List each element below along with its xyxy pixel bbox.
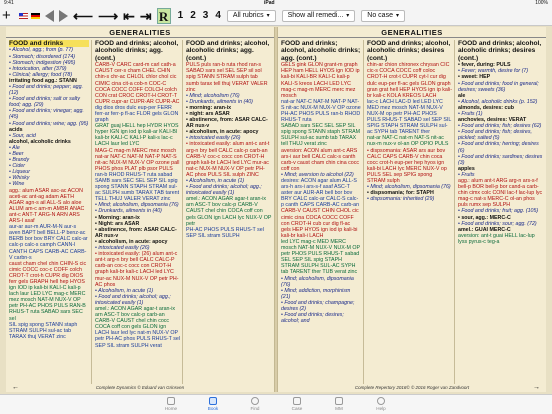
rubric-entry[interactable]: • Food and drinks; fish; desires (62) <box>458 123 542 130</box>
rubric-entry[interactable]: • Drunkards, ailments in (40) <box>186 98 253 105</box>
tab-mm[interactable] <box>318 395 360 414</box>
rubric-entry[interactable]: anchovies, desires: VERAT <box>458 117 527 124</box>
rubric-entry[interactable]: irritating food agg.: STANN <box>9 77 77 84</box>
rubric-filter-label: All rubrics <box>232 11 264 19</box>
rubric-entry[interactable]: • Intoxication, after (379) <box>9 65 67 72</box>
rubric-entry[interactable]: • Food and drinks; herring; desires (6) <box>458 141 539 154</box>
rubric-entry[interactable]: • Mind; alcoholism (76) <box>186 92 240 99</box>
rubric-entry[interactable]: • dispsomania: inherited (29) <box>367 196 435 203</box>
rubric-entry[interactable]: amel.: ACON AGAR agar-t aran-ix arn ASC-T bov calc-p carb-an CARB-V CAUST chel chin cocc COCA coff con gels GLON ign <box>95 305 176 331</box>
rubric-entry[interactable]: • Night: ars ASAR <box>95 220 140 227</box>
rubric-entry[interactable]: • Food and drinks; desires; alcohol; and <box>281 312 344 325</box>
rubric-entry[interactable]: FOOD and drinks <box>9 40 89 47</box>
previous-page-icon[interactable] <box>45 10 54 22</box>
rubric-entry[interactable]: • intoxicated easily: (26) alum ant-c ant-t arg-n bry bell CALC CALC-P carb-an coc-c cocc con CROT-H graph kali-br kali-c LACH led LYC mur-ac NUX-M NUX-V OP petr PH-AC phos <box>95 251 179 288</box>
rubric-entry[interactable]: • Fruits (1) <box>458 110 483 117</box>
first-chapter-icon[interactable]: ⇤ <box>123 7 135 24</box>
rubric-entry[interactable]: nat-ar NAT-C NAT-M NAT-P NAT-S nit-ac NUX-M NUX-V OP ozone PH-AC PHOS PULS ran-b RHOD RHUS-T ruta <box>281 98 361 124</box>
status-device: iPad <box>264 0 275 6</box>
rubric-entry[interactable]: amel.: GUAI MERC-C <box>458 226 511 233</box>
rubric-entry[interactable]: • Mind; alcoholism, dipsomania (76) <box>367 184 451 191</box>
rubric-entry[interactable]: • Liqueur <box>9 169 30 176</box>
repertory-book <box>6 27 546 392</box>
chevron-down-icon: ▾ <box>266 12 270 19</box>
tab-bar <box>0 394 552 414</box>
rubric-entry[interactable]: alcohol, alcoholic drinks <box>9 138 71 145</box>
rubric-entry[interactable]: • Food and drinks; vinegar; agg. (45) <box>9 108 84 121</box>
rubric-entry[interactable]: • alcoholism, in acute: apocy <box>95 238 168 245</box>
rubric-entry[interactable]: • Mind; aversion to alcohol (22) <box>281 171 354 178</box>
tab-help[interactable] <box>360 395 402 414</box>
last-chapter-icon[interactable]: ⇥ <box>139 7 152 24</box>
left-page[interactable] <box>6 27 274 392</box>
rubric-entry[interactable]: CARB-V CAUST CHIN CHOL cic cimic cina COCA COCC COFF con CROT-H cub cur dig fl-ac gels HEP HYOS ign iod ip kali-bi kali-br kali-i LACH <box>281 208 359 239</box>
status-time: 9:41 <box>4 0 14 6</box>
materia-medica-icon <box>335 397 343 405</box>
rubric-entry[interactable]: • intoxicated easily (26) <box>95 245 150 252</box>
remedy-filter-dropdown[interactable] <box>282 10 356 22</box>
rubric-entry[interactable]: FOOD and drinks; alcohol, alcoholic drinks; agg. (cont.) <box>95 40 179 62</box>
rubric-entry[interactable]: • morning: aran-ix <box>186 104 232 111</box>
tab-book[interactable] <box>192 395 234 414</box>
rubric-entry[interactable]: • Food and drinks; champagne; desires (2) <box>281 299 355 312</box>
rubric-entry[interactable]: CARB-V CARC card-m carl cath-a CAUST cer-s cham CHEL CHIN chin-s chr-ac CHLOL chlor chol cic CIMIC cina cit-a cob-n COC-C COCA COCC COFF COLCH colch CON crat CROC CROT-H CROT-T CUPR cupr-ar CUPR-AR CUPR-AC <box>95 62 180 105</box>
case-selector[interactable] <box>361 10 405 22</box>
rubric-entry[interactable]: • alcoholism, in acute: apocy <box>186 129 259 136</box>
page-footer: Complete Repertory 2016© © 2016 Roger van Zandvoort <box>354 385 470 390</box>
rubric-entry[interactable]: • night: ars ASAR <box>186 110 230 117</box>
rubric-entry[interactable]: • Food and drinks; sardines; desires (3) <box>458 153 543 166</box>
add-button[interactable]: + <box>2 7 11 24</box>
rubric-entry[interactable]: • Food and drinks; fruit; agg. (105) <box>458 208 539 215</box>
tab-label: Find <box>250 406 260 411</box>
tab-label: MM <box>335 406 343 411</box>
page-2-button[interactable]: 2 <box>190 10 196 21</box>
rubric-entry[interactable]: • Stomach; disordered (174) <box>9 53 76 60</box>
right-column-1[interactable] <box>281 40 364 384</box>
next-page-arrow-icon[interactable]: → <box>533 384 540 391</box>
rubric-entry[interactable]: • Clinical; allergy; food (78) <box>9 71 73 78</box>
status-battery: 100% <box>535 0 548 6</box>
rubric-entry[interactable]: SABAD sars SEC SEL SEP SIL spig spong STANN staph STRAM SULPH sul-ac sumb tab TARAX tell THUJ verat zinc <box>281 123 361 148</box>
history-forward-icon[interactable]: ⟶ <box>98 7 119 24</box>
left-column-1[interactable] <box>9 40 92 384</box>
rubric-entry[interactable]: • Wine <box>9 181 25 188</box>
rubric-entry[interactable]: • Cider <box>9 163 25 170</box>
rubric-entry[interactable]: • dispsomania: ASAR ars aur bov CALC CAPS CARB-V chin coca cocc crot-h eup-per hep hyos ign kali-bi LACH lyc MERC NUX-V op PULS SEL sep SPIG spong STRAM sulph <box>367 147 447 184</box>
rubric-entry[interactable]: almonds, desires: cub <box>458 104 514 111</box>
rubric-entry[interactable]: ran-b RHOD RHUS-T ruta sabad SAMB sars SEC SEL SEP SIL spig spong STANN STAPH STRAM sul-ac SULPH sumb TARAX TAB tarent TELL THUJ VALER VERAT zinc <box>95 171 180 203</box>
rubric-entry[interactable]: • Drunkards, ailments in (40) <box>95 208 162 215</box>
rubric-entry[interactable]: chin-ar chion chironex chrysan CIC cic-s COCA COCC coff coloc CROT-H crot-t CUPR cyt-l cur dig dulc eup-per fl-ac gels GLON graph gran grat hell HEP HYOS ign ip kali-br kali-c KOLA KREOS LACH <box>367 62 452 99</box>
rubric-entry[interactable]: SIL spig spong STANN staph STRAM SULPH sul-ac tab TARAX thuj VERAT zinc <box>9 321 78 340</box>
rubric-entry[interactable]: PH-AC PHOS PULS RHUS-T sel SEP SIL stram SULPH <box>186 226 264 239</box>
rubric-entry[interactable]: • Morning: aran-ix <box>95 214 140 221</box>
next-page-icon[interactable] <box>59 10 68 22</box>
rubric-entry[interactable]: apples <box>458 165 475 172</box>
rubric-entry[interactable]: MAG-C mag-m MERC mez mosch nat-ar NAT-C NAT-M NAT-P NAT-S nit-ac NUX-M NUX-V OP ozone pall PHOS phos PLAT plb psor PULS <box>95 147 180 172</box>
right-column-3[interactable] <box>458 40 544 384</box>
rubric-entry[interactable]: lac-c LACH LAC-D led LED LYC MED mez mosch NAT-M NUX-V NUX-M op petr PH-AC PHOS PULS RHUS-T SABAD sel SEP SIL SPIG STAPH STRAM SULPH sul-ac SYPH tab TARENT ther <box>367 98 452 136</box>
rubric-entry[interactable]: • abstinence, from: ASAR CALC-AR nux-v <box>186 117 268 130</box>
rubric-entry[interactable]: FOOD and drinks; alcohol, alcoholic drinks; desires (cont.) <box>458 40 542 62</box>
history-back-icon[interactable]: ⟵ <box>73 7 94 24</box>
rubric-entry[interactable]: • Alcohol, alcoholic drinks (p. 152) <box>458 98 538 105</box>
rubric-entry[interactable]: • Food and drinks; pepper; agg. (12) <box>9 83 83 97</box>
tab-label: Book <box>207 406 219 411</box>
rubric-entry[interactable]: • Fever; warmth, desire for (7) <box>458 68 529 75</box>
rubric-entry[interactable]: • Mind; alcoholism, dipsomania (76) <box>281 275 354 288</box>
rubric-entry[interactable]: FOOD and drinks; alcohol, alcoholic drinks; desires (cont.) <box>367 40 451 62</box>
book-icon <box>209 397 217 405</box>
rubric-entry[interactable]: • Beer <box>9 151 24 157</box>
right-page[interactable] <box>278 27 546 392</box>
tab-label: Home <box>164 406 178 411</box>
rubric-filter-dropdown[interactable] <box>227 10 276 22</box>
rubric-entry[interactable]: • Brandy <box>9 157 30 164</box>
rubric-entry[interactable]: dig dios dros dulc eup-per FERR ferr-ar ferr-p fl-ac FLOR gels GLON graph <box>95 104 179 124</box>
tab-case[interactable] <box>276 395 318 414</box>
rubric-entry[interactable]: • Food and drinks; alcohol; agg.; intoxicated easily (1) <box>186 184 262 197</box>
chevron-down-icon: ▾ <box>395 12 399 19</box>
rubric-entry[interactable]: FOOD and drinks; alcohol, alcoholic drinks; agg. (cont.) <box>186 40 270 62</box>
rubric-entry[interactable]: • Food and drinks; alcohol; agg.; intoxicated easily (1) <box>95 293 171 306</box>
left-column-2[interactable] <box>95 40 183 384</box>
german-flag-icon[interactable] <box>31 13 40 19</box>
rubric-entry[interactable]: agg.: alum ant-t ARG arg-n ars-s-f bell-p BOR bell-p bor cand-a carb-chin cimx colc CONI lac-f lac-lup lyc mag-c nat-s MERC-C ol-an phos puls rumx sep SULPH <box>458 178 543 209</box>
page-1-button[interactable]: 1 <box>177 10 184 21</box>
rubric-entry[interactable]: • abstinence, from: ASAR CALC-AR nux-v <box>95 226 177 239</box>
page-4-button[interactable]: 4 <box>215 10 221 21</box>
rubric-entry[interactable]: PULS puls ran-b ruta rhod ran-s SABAD sars sel SEL SEP sil sol spig STANN STRAM sulph tab sumb tarax tell thuj VERAT VALER zinc <box>186 62 268 93</box>
rubric-entry[interactable]: FOOD and drinks; alcohol, alcoholic drinks; agg. (cont.) <box>281 40 361 62</box>
help-icon <box>377 397 385 405</box>
rubric-entry[interactable]: • Sour, acid <box>9 132 36 139</box>
rubric-entry[interactable]: • Alcoholism, in acute (1) <box>95 287 154 294</box>
tab-label: Help <box>376 406 386 411</box>
rubric-entry[interactable]: • fever, during: PULS <box>458 62 511 69</box>
rubric-entry[interactable]: • Food and drinks; fish; desires, pickled; salted (5) <box>458 129 532 142</box>
rubric-entry[interactable]: • Food and drinks; sour; agg. (72) <box>458 220 537 227</box>
rubric-entry[interactable]: GRAT guaj HELL hep HYDR HYOS hyper IGN ign iod ip kali-ar KALI-BI kali-br KALI-C KALI-P kali-s lac-c LACH laur led LYC <box>95 123 179 148</box>
rubric-entry[interactable]: caust cham chel chin CHIN-S cic cimic COCC coc-c COFF colch CROT-T crot-h CUPR dig DIOS ferr gels GRAPH hell hep HYOS <box>9 260 87 285</box>
rubric-entry[interactable]: aversion: ACON alum ant-c ARS ars-i aur bell CALC calc-s canth carb-v caust cham chin cina cocc coff con <box>281 147 360 172</box>
tab-find[interactable] <box>234 395 276 414</box>
page-header: GENERALITIES <box>278 27 546 38</box>
rubric-entry[interactable]: • sour, agg.: MERC-C <box>458 214 511 221</box>
rubric-entry[interactable]: • intoxicated easily: alum ant-c ant-t arg-n bry bell CALC calc-p carb-an CARB-V coc-c cocc con CROT-H graph kali-br LACH led LYC mur-ac nat-c NUX-M NUX-V OP petr PH-AC phos PULS SIL sulph ZINC <box>186 141 270 178</box>
rubric-entry[interactable]: desires: ACON agar alum ALL-S ars-h ars-i ars-s-f asaf ASC-T aster aur AUR-AR bell bor bov BRY CALC calc-ar CALC-S calc-p canth CAPS CARB-AC carb-an <box>281 178 360 209</box>
search-icon <box>251 397 259 405</box>
left-column-3[interactable] <box>186 40 272 384</box>
repertory-button[interactable]: R <box>157 8 171 24</box>
right-column-2[interactable] <box>367 40 455 384</box>
folder-icon <box>293 397 301 405</box>
rubric-entry[interactable]: • Food and drinks; food in general; desires; sweets (36) <box>458 80 539 93</box>
rubric-entry[interactable]: • intoxicated easily (26) <box>186 135 241 142</box>
rubric-entry[interactable]: • sweet: HEP <box>458 74 491 81</box>
rubric-entry[interactable]: • Alcoholism, in acute (1) <box>186 178 245 184</box>
home-icon <box>167 397 175 405</box>
rubric-entry[interactable]: amel.: ACON AGAR agar-t aran-ix arn ASC-T bov calc-p CARB-V CAUST chel chin COCA coff con gels GLON ign LACH lyc NUX-V OP petr <box>186 196 272 227</box>
toolbar <box>0 6 552 26</box>
rubric-entry[interactable]: LACH laur led lyc nat-m NUX-V OP petr PH-AC phos PULS RHUS-T sel SEP SIL stram SULPH verat <box>95 330 180 349</box>
rubric-entry[interactable]: • dispsomania; for: STAPH <box>367 190 434 197</box>
rubric-entry[interactable]: • Mind; alcoholism, dipsomania (76) <box>95 202 179 209</box>
rubric-entry[interactable]: • Food and drinks; wine; agg. (95) <box>9 120 89 127</box>
page-footer: Complete Dynamics © Eduard van Grinsven <box>95 385 185 390</box>
rubric-entry[interactable]: • Food and drinks; salt or salty food; agg. (29) <box>9 96 81 109</box>
rubric-entry[interactable]: ale <box>458 92 466 99</box>
rubric-entry[interactable]: GELS gink GLON grant-m graph HEP ham HELL HYOS ign IOD ip kali-bi KALI-BR KALI-C kali-p KALI-S kreos LACH LED LYC mag-c mag-m MERC merc mez mosch <box>281 62 360 99</box>
chevron-down-icon: ▾ <box>346 12 350 19</box>
remedy-filter-label: Show all remedi... <box>287 11 344 19</box>
case-selector-label: No case <box>367 11 393 19</box>
rubric-entry[interactable]: • Alcohol, agg.; from (p. 77) <box>9 47 74 54</box>
rubric-entry[interactable]: • Mind; addiction, morphinism (21) <box>281 287 351 300</box>
rubric-entry[interactable]: aur-ar aur-m AUR-M-N aur-s aven BAPT bell BELL-P benz-ac BERB bor bov BRY CALC calc-ar calc-p calc-s camph CANN-I CANTH CAPS CARB-AC CARB-V carbn-s <box>9 224 88 261</box>
rubric-entry[interactable]: ign IOD ip kali-bi KALI-C kali-p lach laur LED LYC mag-c MERC mez mosch NAT-M NUX-V OP petr PH-AC PHOS PULS RAN-B RHUS-T ruta SABAD sars SEC sel <box>9 285 86 322</box>
rubric-entry[interactable]: • Whisky <box>9 175 30 182</box>
english-flag-icon[interactable] <box>19 13 28 19</box>
rubric-entry[interactable]: • Ale <box>9 144 20 151</box>
rubric-entry[interactable]: nat-ar NAT-C nat-m NAT-S nit-ac nux-m nux-v ol-an OP OPIO PULS <box>367 135 449 148</box>
rubric-entry[interactable]: • Fruits <box>458 171 475 178</box>
rubric-entry[interactable]: acids <box>9 126 23 133</box>
page-3-button[interactable]: 3 <box>202 10 209 21</box>
rubric-entry[interactable]: led LYC mag-c MED MERC mosch NAT-M NUX-V NUX-M OP petr PHOS PULS RHUS-T sabad SEL SEP SIL spig STAPH STRAM SULPH SUL-AC SYPH tab TARENT ther TUB verat zinc <box>281 238 360 276</box>
previous-page-arrow-icon[interactable]: ← <box>12 384 19 391</box>
tab-home[interactable] <box>150 395 192 414</box>
page-header: GENERALITIES <box>6 27 274 38</box>
rubric-entry[interactable]: • Stomach; indigestion (495) <box>9 59 76 66</box>
rubric-entry[interactable]: aversion: ant-t guai HELL lac-lup lyss pyrus-c teg-a <box>458 232 535 245</box>
tab-label: Case <box>291 406 303 411</box>
rubric-entry[interactable]: agg.: alum ASAR asc-ac ACON aceti-ac ant-ag adam AETH AGAR agn-s ail ALL-S alo aloe ALUM am-c am-m AMBR ANAC ant-c ANT-T ARG-N ARN ARS ARS-I asaf <box>9 187 85 225</box>
